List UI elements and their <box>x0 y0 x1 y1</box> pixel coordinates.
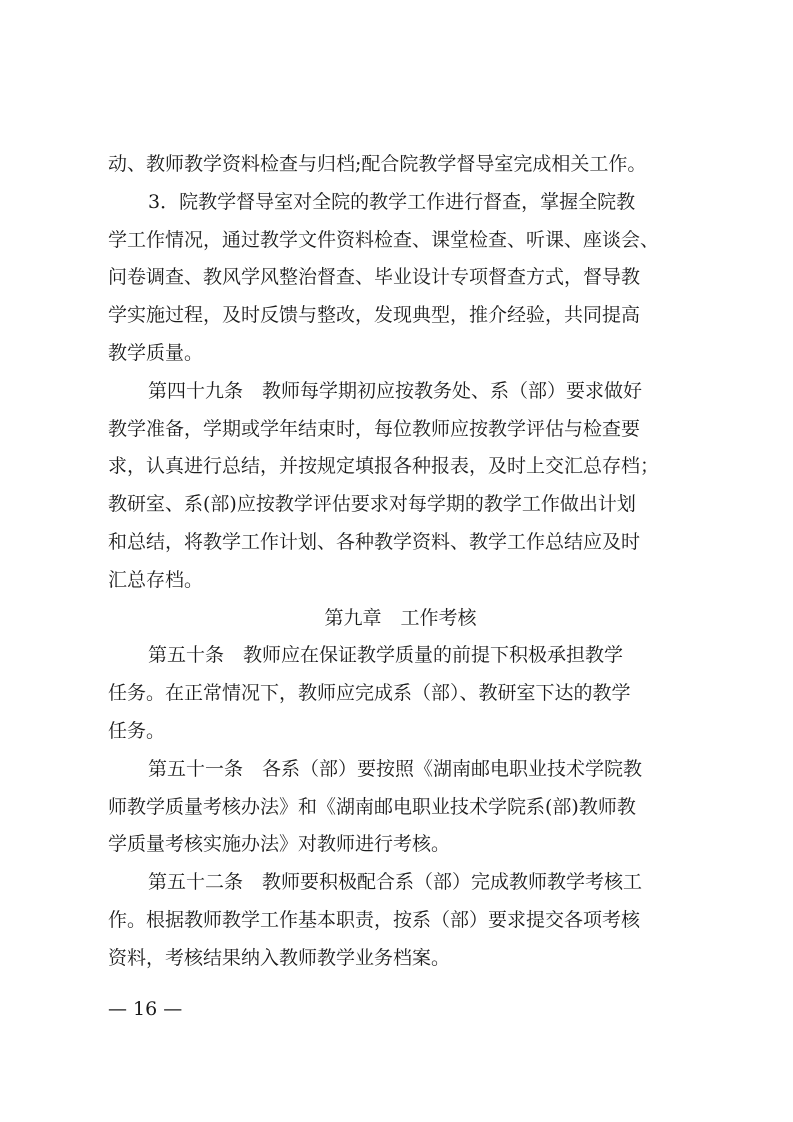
text-line: 资料，考核结果纳入教师教学业务档案。 <box>108 946 451 969</box>
text-line: 第四十九条 教师每学期初应按教务处、系（部）要求做好 <box>148 379 643 402</box>
text-line: 动、教师教学资料检查与归档;配合院教学督导室完成相关工作。 <box>108 153 647 175</box>
text-line: 教学准备，学期或学年结束时，每位教师应按教学评估与检查要 <box>108 417 641 440</box>
text-line: 问卷调查、教风学风整治督查、毕业设计专项督查方式，督导教 <box>108 266 641 289</box>
text-line: 第五十一条 各系（部）要按照《湖南邮电职业技术学院教 <box>148 757 643 780</box>
text-line: 任务。在正常情况下，教师应完成系（部）、教研室下达的教学 <box>108 682 631 705</box>
text-line: 和总结，将教学工作计划、各种教学资料、教学工作总结应及时 <box>108 530 641 553</box>
text-line: 3．院教学督导室对全院的教学工作进行督查，掌握全院教 <box>148 190 636 213</box>
text-line: 汇总存档。 <box>108 568 204 591</box>
page-number: — 16 — <box>108 998 183 1020</box>
text-line: 任务。 <box>108 719 166 742</box>
text-line: 学工作情况，通过教学文件资料检查、课堂检查、听课、座谈会、 <box>108 228 660 251</box>
text-line: 师教学质量考核办法》和《湖南邮电职业技术学院系(部)教师教 <box>108 795 636 818</box>
text-line: 求，认真进行总结，并按规定填报各种报表，及时上交汇总存档； <box>108 455 660 478</box>
text-line: 第五十条 教师应在保证教学质量的前提下积极承担教学 <box>148 644 624 667</box>
text-line: 教研室、系(部)应按教学评估要求对每学期的教学工作做出计划 <box>108 493 636 516</box>
text-line: 作。根据教师教学工作基本职责，按系（部）要求提交各项考核 <box>108 908 641 931</box>
text-line: 教学质量。 <box>108 341 204 364</box>
text-line: 学质量考核实施办法》对教师进行考核。 <box>108 833 451 856</box>
text-line: 第五十二条 教师要积极配合系（部）完成教师教学考核工 <box>148 871 643 894</box>
document-body <box>108 146 693 978</box>
text-line: 学实施过程，及时反馈与整改，发现典型，推介经验，共同提高 <box>108 304 641 327</box>
chapter-heading: 第九章 工作考核 <box>324 606 477 629</box>
